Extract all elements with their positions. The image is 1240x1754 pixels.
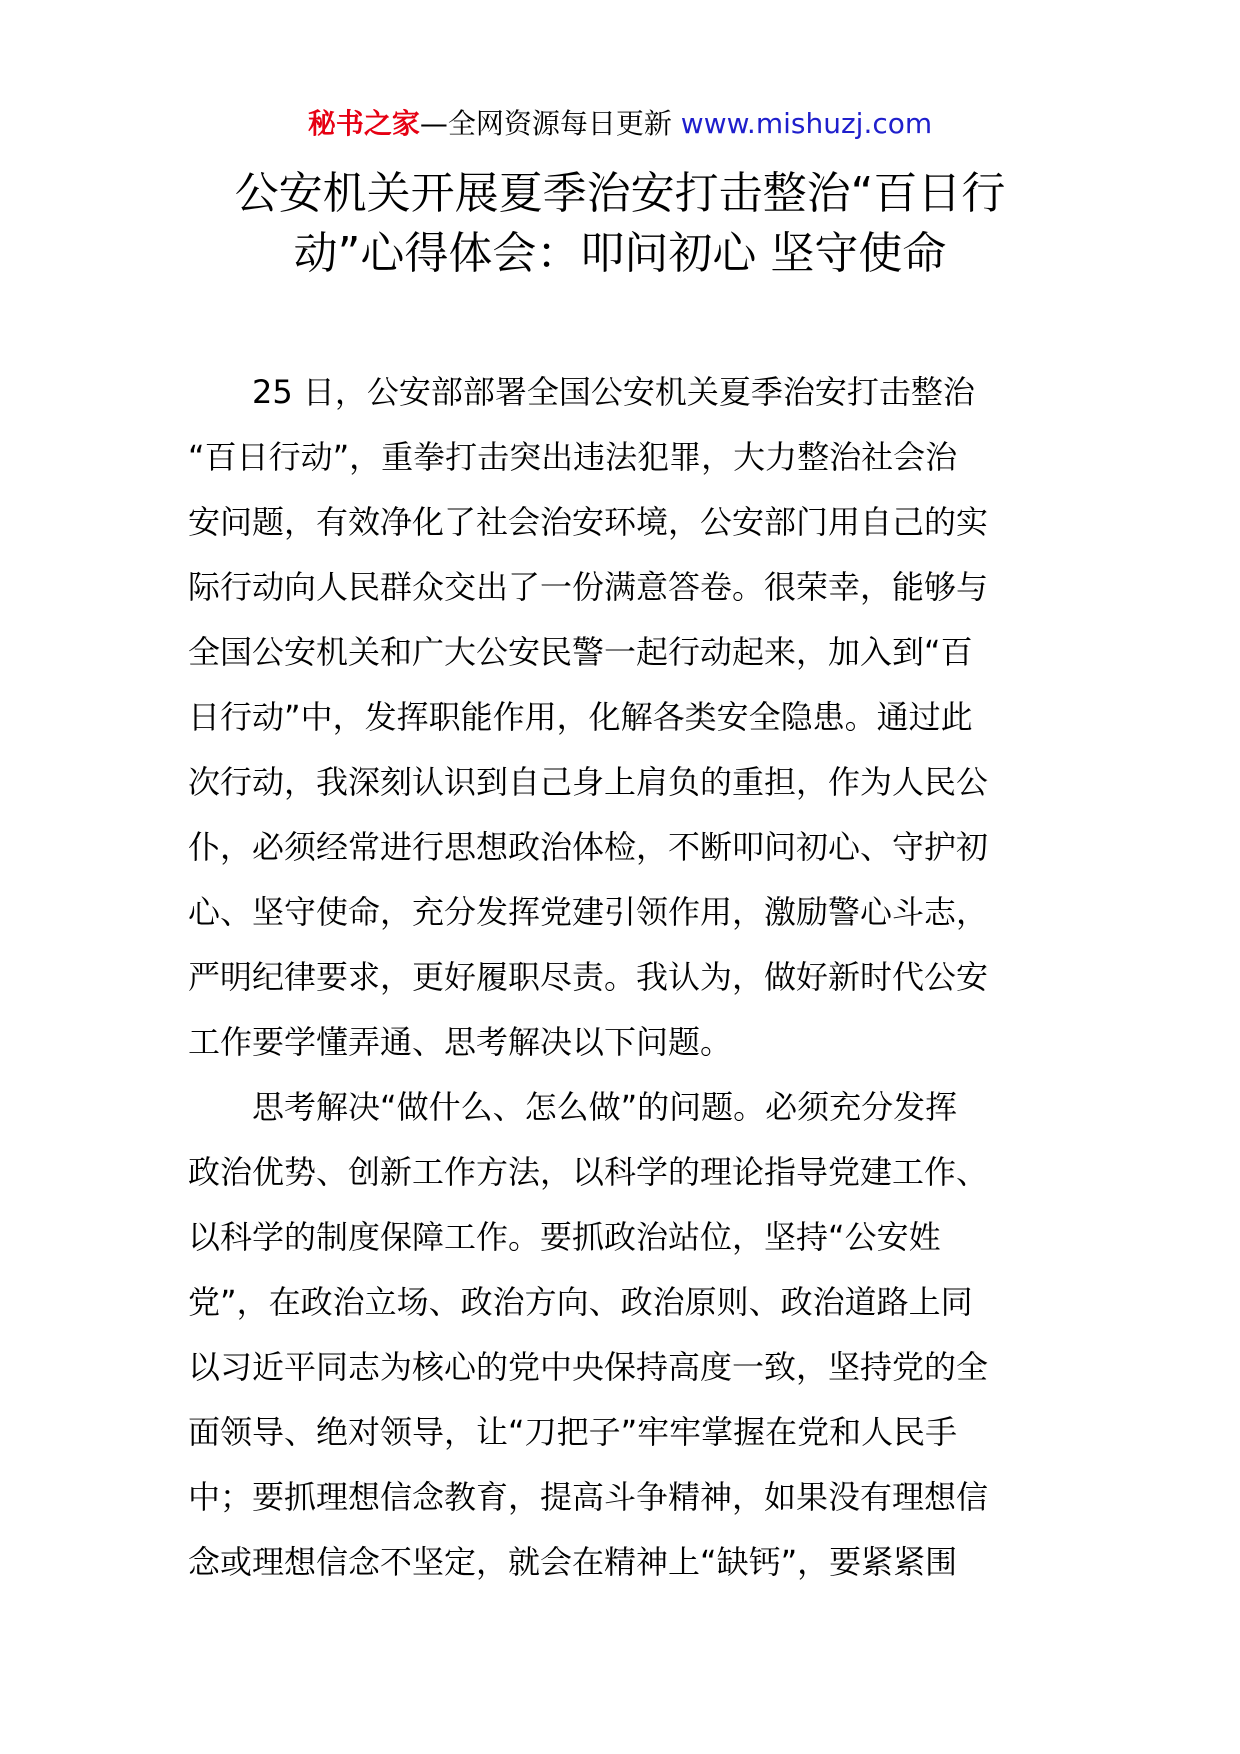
paragraph-line: 心、坚守使命，充分发挥党建引领作用，激励警心斗志， <box>188 893 989 931</box>
paragraph-line: 面领导、绝对领导，让“刀把子”牢牢掌握在党和人民手 <box>188 1413 958 1451</box>
paragraph-line: 以习近平同志为核心的党中央保持高度一致，坚持党的全 <box>188 1348 989 1386</box>
paragraph-line: 严明纪律要求，更好履职尽责。我认为，做好新时代公安 <box>188 958 989 996</box>
site-header <box>0 104 1240 144</box>
paragraph-line: “百日行动”，重拳打击突出违法犯罪，大力整治社会治 <box>188 438 958 476</box>
paragraph-line: 念或理想信念不坚定，就会在精神上“缺钙”，要紧紧围 <box>188 1543 958 1581</box>
site-brand: 秘书之家 <box>307 107 420 140</box>
paragraph-line: 日行动”中，发挥职能作用，化解各类安全隐患。通过此 <box>188 698 973 736</box>
paragraph-line: 仆，必须经常进行思想政治体检，不断叩问初心、守护初 <box>188 828 989 866</box>
paragraph-line: 政治优势、创新工作方法，以科学的理论指导党建工作、 <box>188 1153 989 1191</box>
title-line: 动”心得体会：叩问初心 坚守使命 <box>293 228 947 279</box>
paragraph-line: 安问题，有效净化了社会治安环境，公安部门用自己的实 <box>188 503 989 541</box>
site-tagline: —全网资源每日更新 <box>419 107 672 140</box>
paragraph-line: 工作要学懂弄通、思考解决以下问题。 <box>188 1023 733 1061</box>
paragraph-line: 党”，在政治立场、政治方向、政治原则、政治道路上同 <box>188 1283 973 1321</box>
paragraph-line: 以科学的制度保障工作。要抓政治站位，坚持“公安姓 <box>188 1218 941 1256</box>
paragraph-1 <box>188 360 1056 1075</box>
title-line: 公安机关开展夏季治安打击整治“百日行 <box>234 168 1006 219</box>
document-title <box>160 164 1080 284</box>
paragraph-line: 思考解决“做什么、怎么做”的问题。必须充分发挥 <box>252 1088 958 1126</box>
paragraph-2 <box>188 1075 1056 1595</box>
paragraph-line: 次行动，我深刻认识到自己身上肩负的重担，作为人民公 <box>188 763 989 801</box>
paragraph-line: 25 日，公安部部署全国公安机关夏季治安打击整治 <box>252 373 975 411</box>
site-url-link[interactable]: www.mishuzj.com <box>680 107 933 140</box>
document-body <box>188 360 1056 1595</box>
paragraph-line: 全国公安机关和广大公安民警一起行动起来，加入到“百 <box>188 633 973 671</box>
paragraph-line: 中；要抓理想信念教育，提高斗争精神，如果没有理想信 <box>188 1478 989 1516</box>
paragraph-line: 际行动向人民群众交出了一份满意答卷。很荣幸，能够与 <box>188 568 989 606</box>
